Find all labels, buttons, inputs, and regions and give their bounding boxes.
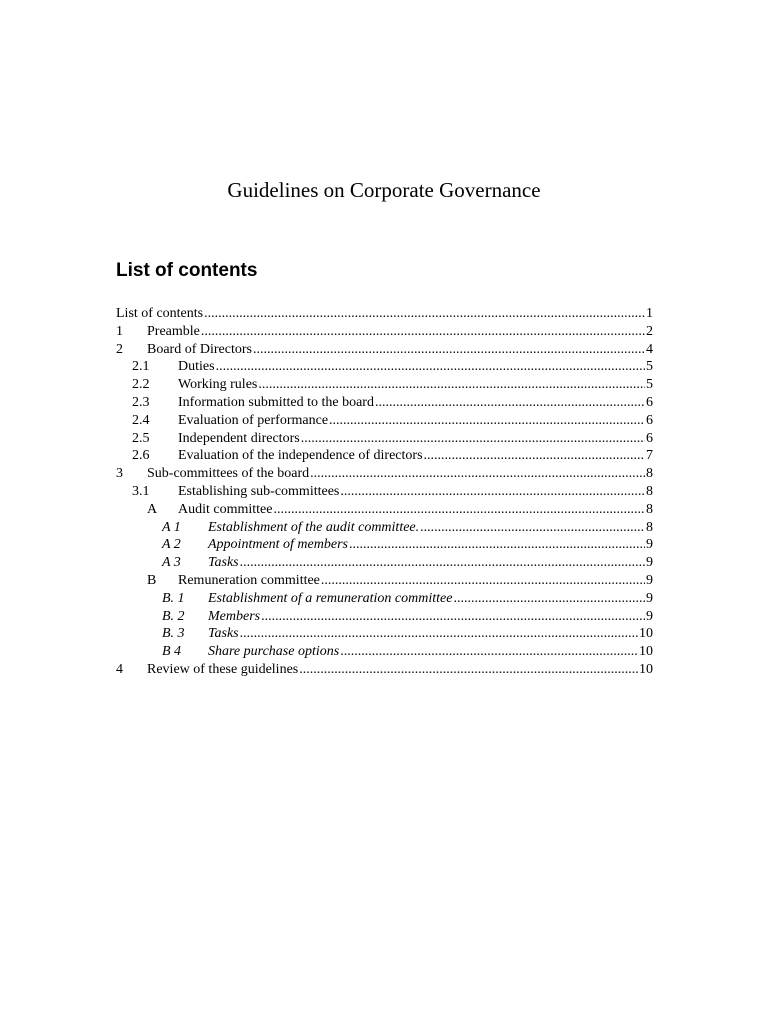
toc-entry-page: 8 bbox=[646, 483, 653, 499]
toc-entry-page: 10 bbox=[639, 661, 653, 677]
toc-heading: List of contents bbox=[116, 260, 258, 281]
toc-entry[interactable] bbox=[116, 465, 653, 483]
toc-entry[interactable] bbox=[116, 430, 653, 448]
toc-entry-number: 2.4 bbox=[132, 412, 150, 428]
toc-entry-title: Evaluation of the independence of directors bbox=[178, 448, 423, 464]
toc-entry-number: 2.5 bbox=[132, 430, 150, 446]
toc-entry-page: 6 bbox=[646, 412, 653, 428]
toc-entry-page: 9 bbox=[646, 572, 653, 588]
toc-entry-title: Board of Directors bbox=[147, 341, 252, 357]
toc-dot-leader bbox=[216, 358, 645, 376]
toc-entry-number: B bbox=[147, 572, 157, 588]
toc-entry-number: 2.1 bbox=[132, 359, 150, 375]
toc-entry-title: Independent directors bbox=[178, 430, 300, 446]
toc-entry-page: 8 bbox=[646, 519, 653, 535]
toc-dot-leader bbox=[453, 590, 645, 608]
document-title: Guidelines on Corporate Governance bbox=[227, 178, 541, 202]
toc-entry-title: Information submitted to the board bbox=[178, 394, 374, 410]
toc-dot-leader bbox=[349, 536, 645, 554]
toc-dot-leader bbox=[240, 625, 638, 643]
toc-entry[interactable] bbox=[116, 394, 653, 412]
toc-entry[interactable] bbox=[116, 305, 653, 323]
toc-entry-page: 2 bbox=[646, 323, 653, 339]
toc-dot-leader bbox=[301, 430, 645, 448]
toc-entry-title: Remuneration committee bbox=[178, 572, 320, 588]
toc-entry-page: 9 bbox=[646, 608, 653, 624]
toc-entry[interactable] bbox=[116, 501, 653, 519]
toc-dot-leader bbox=[204, 305, 645, 323]
toc-entry-page: 1 bbox=[646, 306, 653, 321]
toc-entry-number: A 2 bbox=[162, 537, 181, 553]
toc-dot-leader bbox=[340, 643, 638, 661]
toc-entry-page: 10 bbox=[639, 626, 653, 642]
toc-dot-leader bbox=[261, 608, 645, 626]
toc-entry-title: Appointment of members bbox=[208, 537, 348, 553]
toc-entry[interactable] bbox=[116, 554, 653, 572]
toc-entry-title: Tasks bbox=[208, 626, 239, 642]
toc-entry-title: Establishment of a remuneration committee bbox=[208, 590, 453, 606]
toc-entry-number: 2.6 bbox=[132, 448, 150, 464]
toc-entry[interactable] bbox=[116, 447, 653, 465]
toc-entry-number: 3.1 bbox=[132, 483, 150, 499]
toc-entry-title: Establishing sub-committees bbox=[178, 483, 340, 499]
toc-entry-number: 2.3 bbox=[132, 394, 150, 410]
toc-entry[interactable] bbox=[116, 625, 653, 643]
toc-entry-title: Members bbox=[208, 608, 261, 624]
toc-dot-leader bbox=[424, 447, 645, 465]
toc-entry-number: B. 2 bbox=[162, 608, 185, 624]
toc-entry-page: 4 bbox=[646, 341, 653, 357]
toc-entry-number: A bbox=[147, 501, 158, 517]
toc-dot-leader bbox=[258, 376, 645, 394]
toc-entry[interactable] bbox=[116, 643, 653, 661]
toc-entry[interactable] bbox=[116, 519, 653, 537]
toc-dot-leader bbox=[375, 394, 645, 412]
toc-entry-page: 7 bbox=[646, 448, 653, 464]
toc-entry[interactable] bbox=[116, 323, 653, 341]
toc-entry-page: 6 bbox=[646, 430, 653, 446]
toc-entry[interactable] bbox=[116, 608, 653, 626]
toc-entry-number: 4 bbox=[116, 661, 123, 677]
toc-entry[interactable] bbox=[116, 536, 653, 554]
toc-entry-number: A 3 bbox=[162, 555, 181, 571]
toc-entry-number: 2 bbox=[116, 341, 123, 357]
toc-dot-leader bbox=[321, 572, 645, 590]
toc-entry-title: Evaluation of performance bbox=[178, 412, 329, 428]
toc-entry-page: 9 bbox=[646, 590, 653, 606]
toc-entry[interactable] bbox=[116, 590, 653, 608]
toc-entry-page: 8 bbox=[646, 466, 653, 482]
toc-entry-number: 2.2 bbox=[132, 377, 150, 393]
toc-dot-leader bbox=[299, 661, 638, 679]
toc-entry-number: 3 bbox=[116, 466, 123, 482]
toc-entry-title: Tasks bbox=[208, 555, 239, 571]
toc-dot-leader bbox=[240, 554, 645, 572]
toc-entry-page: 9 bbox=[646, 555, 653, 571]
toc-entry-number: B. 3 bbox=[162, 626, 185, 642]
toc-entry-page: 5 bbox=[646, 359, 653, 375]
toc-dot-leader bbox=[201, 323, 645, 341]
toc-entry[interactable] bbox=[116, 358, 653, 376]
toc-entry[interactable] bbox=[116, 412, 653, 430]
toc-entry-page: 6 bbox=[646, 394, 653, 410]
toc-entry-title: Working rules bbox=[178, 377, 258, 393]
toc-entry-title: List of contents bbox=[116, 306, 204, 321]
toc-dot-leader bbox=[273, 501, 645, 519]
toc-dot-leader bbox=[340, 483, 645, 501]
toc-entry-title: Establishment of the audit committee. bbox=[208, 519, 420, 535]
toc-entry-title: Share purchase options bbox=[208, 644, 340, 660]
toc-entry-title: Preamble bbox=[147, 323, 200, 339]
toc-entry-number: A 1 bbox=[162, 519, 181, 535]
toc-entry[interactable] bbox=[116, 661, 653, 679]
toc-entry[interactable] bbox=[116, 483, 653, 501]
toc-entry-page: 5 bbox=[646, 377, 653, 393]
toc-entry[interactable] bbox=[116, 341, 653, 359]
toc-entry-title: Audit committee bbox=[178, 501, 273, 517]
toc-entry-page: 10 bbox=[639, 644, 653, 660]
toc-entry-page: 8 bbox=[646, 501, 653, 517]
toc-entry-title: Duties bbox=[178, 359, 215, 375]
toc-entry-page: 9 bbox=[646, 537, 653, 553]
toc-dot-leader bbox=[253, 341, 645, 359]
toc-entry-number: B 4 bbox=[162, 644, 182, 660]
toc-entry[interactable] bbox=[116, 572, 653, 590]
toc-entry[interactable] bbox=[116, 376, 653, 394]
toc-entry-number: 1 bbox=[116, 323, 123, 339]
toc-entry-title: Sub-committees of the board bbox=[147, 466, 310, 482]
toc-dot-leader bbox=[420, 519, 645, 537]
toc-dot-leader bbox=[310, 465, 645, 483]
toc-entry-number: B. 1 bbox=[162, 590, 185, 606]
table-of-contents bbox=[116, 305, 653, 679]
toc-dot-leader bbox=[329, 412, 645, 430]
toc-entry-title: Review of these guidelines bbox=[147, 661, 299, 677]
